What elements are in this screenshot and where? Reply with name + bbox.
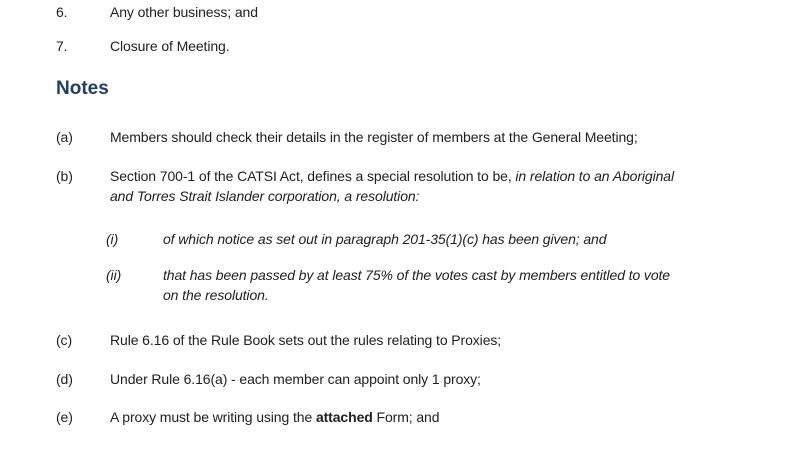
note-item-text	[110, 407, 439, 427]
note-item-label: (d)	[56, 371, 73, 387]
note-subitem-label: (i)	[106, 231, 119, 247]
note-item-text	[110, 166, 674, 206]
agenda-item-text: Closure of Meeting.	[110, 38, 230, 54]
note-item-text: Rule 6.16 of the Rule Book sets out the rules relating to Proxies;	[110, 332, 502, 348]
note-subitem-text: of which notice as set out in paragraph 201-35(1)(c) has been given; and	[163, 231, 607, 247]
agenda-item-7	[56, 36, 230, 56]
note-item-label: (c)	[56, 332, 73, 348]
note-item-e-bold-text: attached	[315, 409, 373, 425]
agenda-item-text: Any other business; and	[110, 4, 258, 20]
note-item-e	[56, 407, 439, 427]
note-subitem-i	[106, 229, 606, 249]
note-item-a	[56, 127, 638, 147]
agenda-item-number: 7.	[56, 38, 68, 54]
note-subitem-label: (ii)	[106, 267, 122, 283]
note-item-label: (e)	[56, 409, 73, 425]
note-item-label: (b)	[56, 168, 73, 184]
note-item-label: (a)	[56, 129, 73, 145]
note-item-d	[56, 369, 481, 389]
note-item-c	[56, 330, 501, 350]
agenda-item-6	[56, 2, 258, 22]
note-item-text: Under Rule 6.16(a) - each member can appoint only 1 proxy;	[110, 371, 481, 387]
agenda-item-number: 6.	[56, 4, 68, 20]
note-item-b-italic-line2: and Torres Strait Islander corporation, a resolution:	[110, 188, 420, 204]
note-subitem-ii-line2: on the resolution.	[163, 287, 269, 303]
note-item-b	[56, 166, 674, 206]
note-subitem-ii	[106, 265, 670, 305]
note-item-e-before-text: A proxy must be writing using the	[110, 409, 316, 425]
note-item-text: Members should check their details in the register of members at the General Meeting;	[110, 129, 638, 145]
notes-heading: Notes	[56, 78, 109, 99]
note-item-b-italic-line1: in relation to an Aboriginal	[515, 168, 674, 184]
note-subitem-ii-line1: that has been passed by at least 75% of the votes cast by members entitled to vote	[163, 267, 670, 283]
note-item-b-normal-text: Section 700-1 of the CATSI Act, defines a special resolution to be,	[110, 168, 516, 184]
note-subitem-text	[163, 265, 670, 305]
note-item-e-after-text: Form; and	[372, 409, 440, 425]
